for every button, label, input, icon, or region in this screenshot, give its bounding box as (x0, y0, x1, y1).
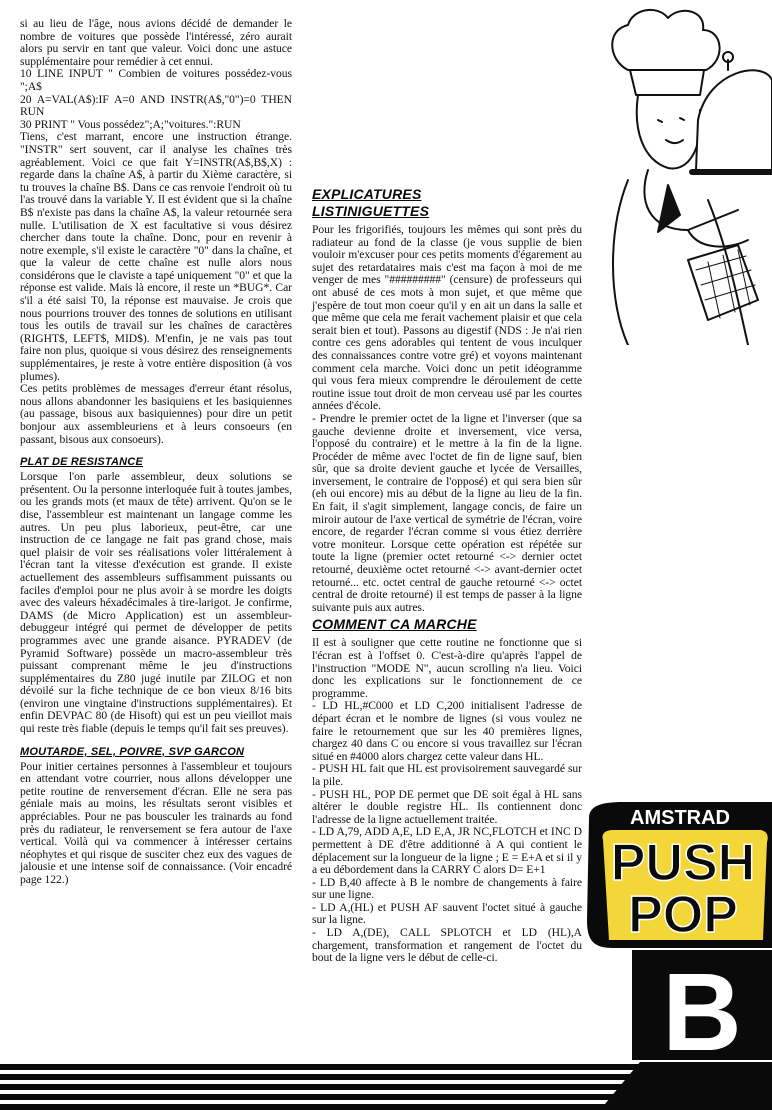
serving-cloche (696, 70, 772, 170)
section-letter-box (632, 950, 772, 1060)
heading-moutarde: MOUTARDE, SEL, POIVRE, SVP GARCON (20, 745, 245, 758)
heading-plat-de-resistance: PLAT DE RESISTANCE (20, 456, 143, 469)
heading-explicatures: EXPLICATURES (312, 186, 422, 202)
heading-listiniguettes: LISTINIGUETTES (312, 203, 430, 219)
moutarde-paragraph: Pour initier certaines personnes à l'assembleur et toujours en attendant votre courrier, nous allons développer une petite routine de renversement d'écran. Elle ne sera pas géniale mais au moins, les résultats seront visibles et appréciables. Pour ne pas bousculer les trainards au fond près du radiateur, le renversement se fera autour de l'axe vertical. Voilà qui va commencer à intéresser certains néophytes et qui risque de susciter chez eux des vagues de jalousie et une intense soif de connaissance. (Voir encadré page 122.) (20, 759, 292, 886)
chef-hat (612, 10, 719, 70)
push-wordmark: PUSH (610, 834, 756, 892)
section-letter: B (662, 951, 742, 1060)
comment-paragraph: Il est à souligner que cette routine ne fonctionne que si l'écran est à l'offset 0. C'est-à-dire qu'après l'appel de l'instruction "MODE N", aucun scrolling n'a lieu. Voici donc les explications sur le fonctionnement de ce programme. - LD HL,#C000 et LD C,200 initialisent l'adresse de départ écran et le nombre de lignes (si vous voulez ne faire le retournement que sur les 40 premières lignes, chargez 40 dans C ou encore si vous travaillez sur l'écran situé en #4000 alors chargez cette valeur dans HL. - PUSH HL fait que HL est provisoirement sauvegardé sur la pile. - PUSH HL, POP DE permet que DE soit égal à HL sans altérer le double registre HL. Ils contiennent donc l'adresse de la ligne actuellement traitée. - LD A,79, ADD A,E, LD E,A, JR NC,FLOTCH et INC D permettent à DE d'être additionné à A qui contient le déplacement sur la longueur de la ligne ; E = E+A et si il y a eu débordement dans la CARRY C alors D= E+1 - LD B,40 affecte à B le nombre de changements à faire sur une ligne. - LD A,(HL) et PUSH AF sauvent l'octet situé à gauche sur la ligne. - LD A,(DE), CALL SPLOTCH et LD (HL),A chargement, transformation et rangement de l'octet du bout de la ligne vers le début de celle-ci. (312, 636, 582, 965)
right-column (312, 18, 582, 965)
explicatures-paragraph: Pour les frigorifiés, toujours les mêmes qui sont près du radiateur au fond de la classe (je vous supplie de bien vouloir m'excuser pour ces petits moments d'égarement au sujet des retardataires mais c'est ma façon à moi de me venger de mes "#########" (censure) de professeurs qui ont abusé de ces mots à mon sujet, et que même que j'espère de tout mon coeur qu'il y en ait un dans la salle et que même que cela me ferait vachement plaisir et que cela serait bien et tout). Passons au digestif (NDS : Je n'ai rien contre ces gens adorables qui tentent de vous inculquer des connaissances contre votre gré) et voyons maintenant comment cela marche. Voici donc un petit idéogramme qui vous fera mieux comprendre le déroulement de cette routine issue tout droit de mon cerveau usé par les courtes années d'école. - Prendre le premier octet de la ligne et l'inverser (que sa gauche devienne droite et inversement, vice versa, l'opposé du contraire) et le mettre à la fin de la ligne. Procéder de même avec l'octet de fin de ligne sauf, bien sûr, que sa droite devient gauche et lycée de Versailles, inversement, le contraire de l'opposé) et qui sera bien sûr (eh oui encore) mis au début de la ligne au lieu de la fin. En fait, il s'agit simplement, langage concis, de faire un miroir autour de l'axe vertical de symétrie de l'écran, voire encore, de regarder l'écran comme si vous étiez derrière votre moniteur. Lorsque cette opération est répétée sur toute la ligne (premier octet retourné <-> dernier octet retourné, deuxième octet retourné <-> avant-dernier octet retourné... etc. octet central de gauche retourné <-> octet central de droite retourné) il est temps de passer à la ligne suivante puis aux autres. (312, 223, 582, 614)
push-pop-brand (583, 800, 772, 950)
heading-comment-ca-marche: COMMENT CA MARCHE (312, 616, 477, 633)
pop-wordmark: POP (628, 886, 738, 944)
left-column (20, 18, 292, 887)
intro-paragraph: si au lieu de l'âge, nous avions décidé de demander le nombre de voitures que possède l'intéressé, zéro aurait alors pu servir en tant que valeur. Voici donc une astuce supplémentaire pour remédier à cet ennui. 10 LINE INPUT " Combien de voitures possédez-vous ";A$ 20 A=VAL(A$):IF A=0 AND INSTR(A$,"0")=0 THEN RUN 30 PRINT " Vous possédez";A;"voitures.":RUN Tiens, c'est marrant, encore une instruction étrange. "INSTR" sert souvent, car il analyse les chaînes très agréablement. Voici ce que fait Y=INSTR(A$,B$,X) : regarde dans la chaîne A$, à partir du Xième caractère, si tu trouves la chaîne B$. Dans ce cas renvoie l'endroit où tu l'as trouvé dans la variable Y. Il est évident que si la chaîne B$ n'existe pas dans la chaîne A$, la valeur retournée sera nulle. L'utilisation de X est facultative si vous désirez chercher dans toute la chaîne. Donc, pour en revenir à notre exemple, s'il existe le caractère "0" dans la chaîne, et que la valeur de cette chaîne est nulle alors nous considérons que le claviste a tapé uniquement "0" et que la réponse est valide. Mais là encore, il reste un *BUG*. Car s'il a été saisi T0, la réponse est mauvaise. Je crois que nous pourrions trouver des tonnes de solutions en utilisant tous les outils de travail sur les chaînes de caractères (RIGHT$, LEFT$, MID$). M'enfin, je ne vais pas tout faire non plus, quoique si vous désirez des renseignements supplémentaires, je reste à votre entière disposition (à vos plumes). Ces petits problèmes de messages d'erreur étant résolus, nous allons abandonner les basiquiens et les basiquiennes (au passage, bisous aux basiquiennes) pour dire un petit bonjour aux assembleuriens et à leurs consoeurs (en passant, bisous aux consoeurs). (20, 17, 292, 446)
footer-stripes (0, 1062, 772, 1110)
amstrad-wordmark: AMSTRAD (630, 807, 730, 829)
plat-paragraph: Lorsque l'on parle assembleur, deux solutions se présentent. Ou la personne interloquée fuit à toutes jambes, ou les grands mots (et maux de tête) arrivent. Qu'on se le dise, l'assembleur est maintenant un langage comme les autres. Un peu plus laborieux, peut-être, car une instruction de ce langage ne fait pas grand chose, mais quel plaisir de voir ses réalisations voler littéralement à l'écran tant la vitesse d'exécution est grande. Il existe actuellement des assembleurs suffisamment puissants ou faciles d'emploi pour ne plus avoir à se mordre les doigts avec des valeurs héxadécimales à tire-larigot. Je confirme, DAMS (de Micro Application) est un assembleur-debuggeur intégré qui permet de développer de petits programmes avec une grande aisance. PYRADEV (de Pyramid Software) possède un macro-assembleur très puissant comprenant même le jeu d'instructions supplémentaires du Z80 jugé inutile par ZILOG et non dévoilé sur la fiche technique de ce bon vieux 8/16 bits (environ une vingtaine d'instructions supplémentaires). Et enfin DEVPAC 80 (de Hisoft) qui est un peu vieillot mais qui reste très fiable (depuis le temps qu'il fait ses preuves). (20, 470, 292, 736)
explicatures-heading-block (312, 186, 582, 220)
chef-waiter-illustration (588, 0, 772, 345)
